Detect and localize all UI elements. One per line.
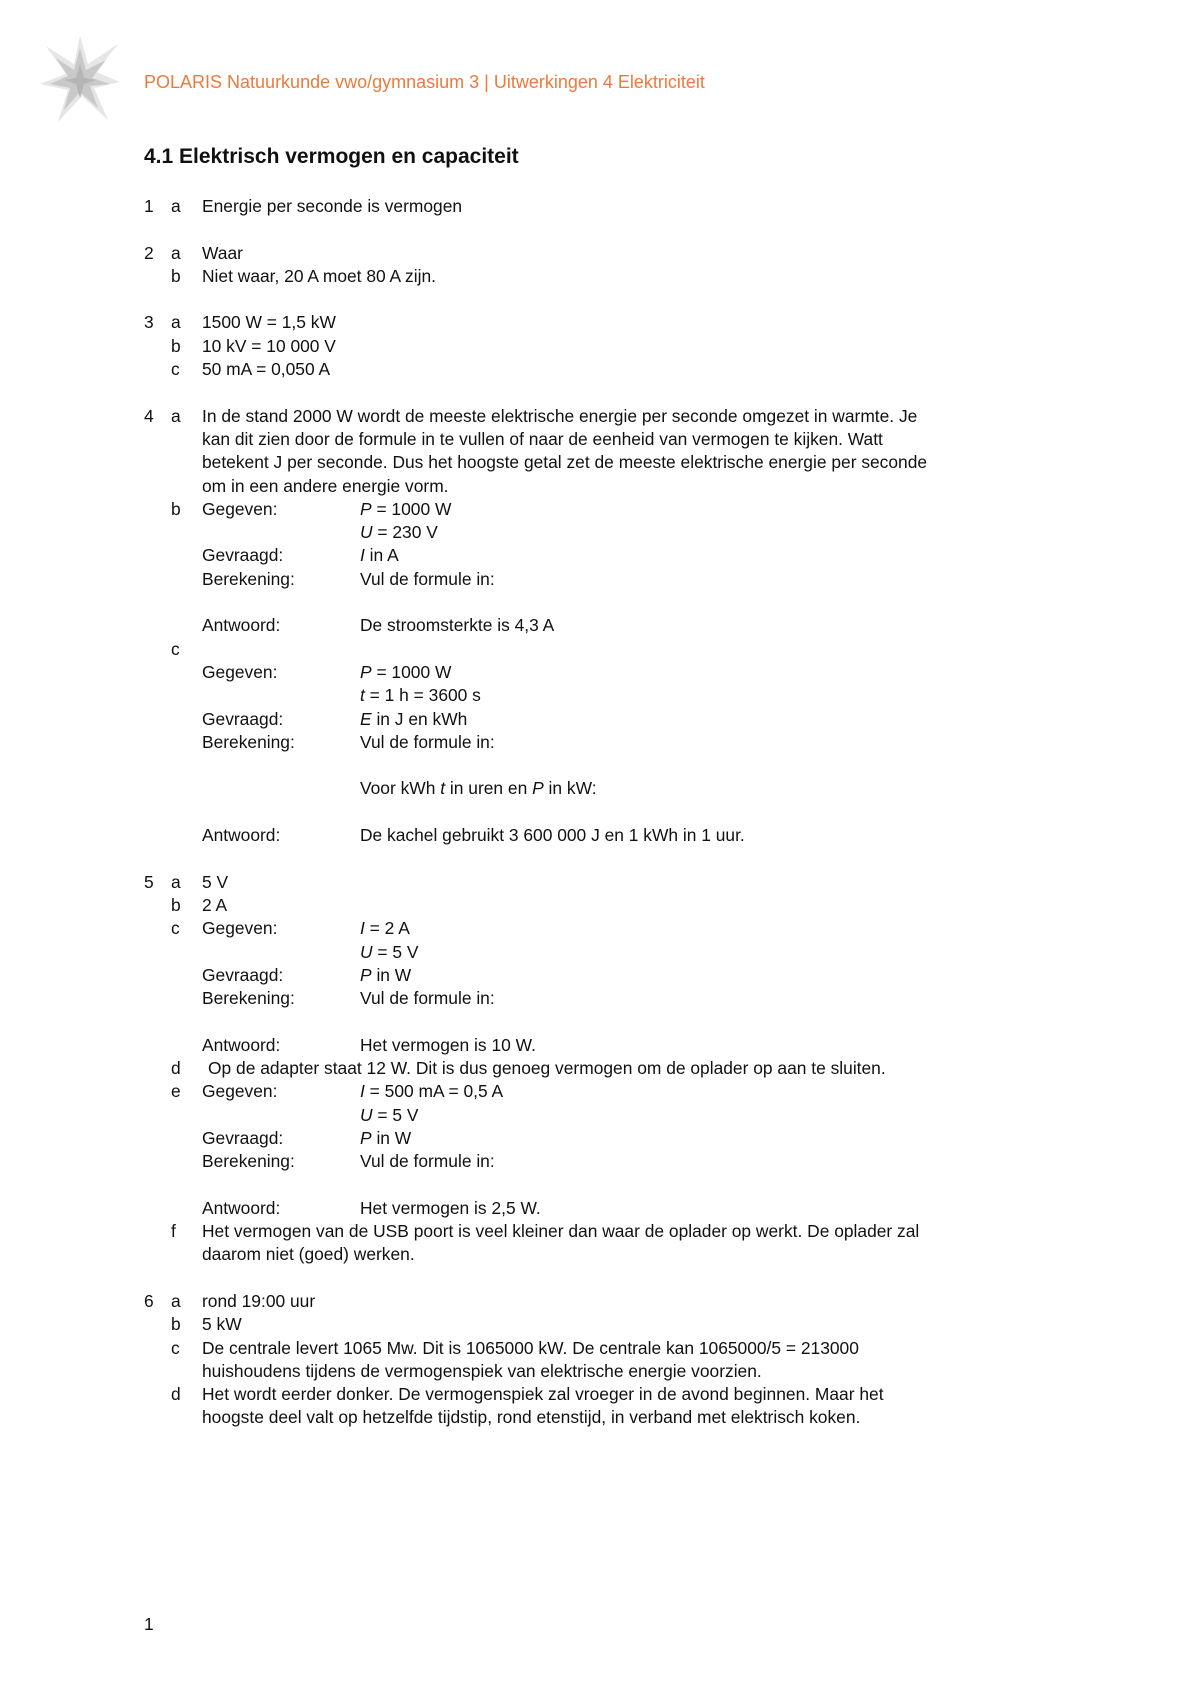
part-letter: a bbox=[171, 405, 181, 426]
answer-5f-line-1 bbox=[144, 1220, 1094, 1243]
answer-4b-gegeven-2 bbox=[144, 521, 1094, 544]
part-letter: c bbox=[171, 638, 180, 659]
answer-5a bbox=[144, 871, 1094, 894]
answer-5c-antwoord bbox=[144, 1034, 1094, 1057]
quantity-symbol: U bbox=[360, 941, 373, 962]
answer-text: De centrale levert 1065 Mw. Dit is 1065000 kW. De centrale kan 1065000/5 = 213000 bbox=[202, 1337, 859, 1358]
answer-4b-gegeven-1 bbox=[144, 498, 1094, 521]
gegeven-label: Gegeven: bbox=[202, 498, 278, 519]
answer-text: rond 19:00 uur bbox=[202, 1290, 316, 1311]
document-header: POLARIS Natuurkunde vwo/gymnasium 3 | Uitwerkingen 4 Elektriciteit bbox=[144, 72, 705, 92]
berekening-label: Berekening: bbox=[202, 988, 295, 1009]
gegeven-label: Gegeven: bbox=[202, 661, 278, 682]
part-letter: a bbox=[171, 312, 181, 333]
answer-4b-antwoord bbox=[144, 614, 1094, 637]
quantity-value: = 230 V bbox=[372, 522, 438, 543]
berekening-text: Vul de formule in: bbox=[360, 1151, 495, 1172]
gevraagd-label: Gevraagd: bbox=[202, 964, 284, 985]
kwh-note-text: in uren en bbox=[445, 778, 533, 799]
answer-5f-line-2 bbox=[144, 1243, 1094, 1266]
answer-6c-line-1 bbox=[144, 1337, 1094, 1360]
quantity-value: in J en kWh bbox=[371, 708, 468, 729]
berekening-text: Vul de formule in: bbox=[360, 568, 495, 589]
part-letter: b bbox=[171, 265, 181, 286]
answer-5e-berekening bbox=[144, 1150, 1094, 1173]
quantity-symbol: U bbox=[360, 1104, 373, 1125]
answer-4a-line-4 bbox=[144, 475, 1094, 498]
answer-text: 5 kW bbox=[202, 1314, 242, 1335]
quantity-symbol: I bbox=[360, 545, 365, 566]
part-letter: c bbox=[171, 918, 180, 939]
answer-3b bbox=[144, 335, 1094, 358]
part-letter: b bbox=[171, 894, 181, 915]
question-number: 6 bbox=[144, 1290, 154, 1311]
answer-text: Het wordt eerder donker. De vermogenspiek zal vroeger in de avond beginnen. Maar het bbox=[202, 1384, 884, 1405]
quantity-value: = 1000 W bbox=[371, 661, 452, 682]
answer-4a-line-2 bbox=[144, 428, 1094, 451]
answer-text: huishoudens tijdens de vermogenspiek van elektrische energie voorzien. bbox=[202, 1360, 762, 1381]
answer-2b bbox=[144, 265, 1094, 288]
quantity-symbol: P bbox=[360, 661, 372, 682]
page-number: 1 bbox=[144, 1614, 154, 1634]
answer-text: hoogste deel valt op hetzelfde tijdstip, rond etenstijd, in verband met elektrisch koken. bbox=[202, 1407, 861, 1428]
quantity-symbol: P bbox=[360, 1127, 372, 1148]
answer-text: 1500 W = 1,5 kW bbox=[202, 312, 336, 333]
polaris-star-logo-icon bbox=[38, 34, 122, 124]
gegeven-label: Gegeven: bbox=[202, 918, 278, 939]
quantity-symbol: I bbox=[360, 918, 365, 939]
answer-4b-berekening bbox=[144, 568, 1094, 591]
answer-4c-kwh-note bbox=[144, 777, 1094, 800]
answer-5c-berekening bbox=[144, 987, 1094, 1010]
part-letter: e bbox=[171, 1081, 181, 1102]
part-letter: d bbox=[171, 1057, 181, 1078]
berekening-text: Vul de formule in: bbox=[360, 988, 495, 1009]
quantity-value: = 5 V bbox=[372, 941, 419, 962]
quantity-symbol: P bbox=[532, 778, 544, 799]
answer-5c-gegeven-1 bbox=[144, 917, 1094, 940]
part-letter: c bbox=[171, 359, 180, 380]
answer-3c bbox=[144, 358, 1094, 381]
quantity-value: in A bbox=[364, 545, 399, 566]
answer-1a bbox=[144, 195, 1094, 218]
answer-4c-letter bbox=[144, 638, 1094, 661]
berekening-label: Berekening: bbox=[202, 731, 295, 752]
part-letter: a bbox=[171, 871, 181, 892]
quantity-value: = 2 A bbox=[364, 918, 410, 939]
answer-4a-line-1 bbox=[144, 405, 1094, 428]
answer-5c-gegeven-2 bbox=[144, 941, 1094, 964]
quantity-value: = 5 V bbox=[372, 1104, 419, 1125]
answer-text: 5 V bbox=[202, 871, 229, 892]
part-letter: b bbox=[171, 498, 181, 519]
part-letter: b bbox=[171, 1314, 181, 1335]
answer-text: In de stand 2000 W wordt de meeste elektrische energie per seconde omgezet in warmte. Je bbox=[202, 405, 918, 426]
answer-text: kan dit zien door de formule in te vullen of naar de eenheid van vermogen te kijken. Watt bbox=[202, 428, 883, 449]
answer-6a bbox=[144, 1290, 1094, 1313]
quantity-symbol: t bbox=[440, 778, 446, 799]
answer-text: Het vermogen van de USB poort is veel kleiner dan waar de oplader op werkt. De oplader zal bbox=[202, 1221, 920, 1242]
quantity-value: in W bbox=[371, 1127, 412, 1148]
answer-5e-antwoord bbox=[144, 1197, 1094, 1220]
answer-4b-gevraagd bbox=[144, 544, 1094, 567]
answer-6d-line-1 bbox=[144, 1383, 1094, 1406]
answer-5c-gevraagd bbox=[144, 964, 1094, 987]
answer-3a bbox=[144, 311, 1094, 334]
answer-5e-gevraagd bbox=[144, 1127, 1094, 1150]
answer-5b bbox=[144, 894, 1094, 917]
answer-6d-line-2 bbox=[144, 1406, 1094, 1429]
answer-text: betekent J per seconde. Dus het hoogste getal zet de meeste elektrische energie per seconde bbox=[202, 452, 928, 473]
quantity-value: = 1000 W bbox=[371, 498, 452, 519]
part-letter: c bbox=[171, 1337, 180, 1358]
answer-4c-antwoord bbox=[144, 824, 1094, 847]
quantity-symbol: P bbox=[360, 498, 372, 519]
answer-text: Waar bbox=[202, 242, 243, 263]
gegeven-label: Gegeven: bbox=[202, 1081, 278, 1102]
answer-5e-gegeven-1 bbox=[144, 1080, 1094, 1103]
question-number: 4 bbox=[144, 405, 154, 426]
answer-4c-gegeven-2 bbox=[144, 684, 1094, 707]
answer-5d bbox=[144, 1057, 1094, 1080]
question-number: 3 bbox=[144, 312, 154, 333]
quantity-symbol: E bbox=[360, 708, 372, 729]
quantity-symbol: P bbox=[360, 964, 372, 985]
answer-text: Energie per seconde is vermogen bbox=[202, 196, 463, 216]
answer-text: 2 A bbox=[202, 894, 228, 915]
part-letter: a bbox=[171, 196, 181, 216]
antwoord-text: De stroomsterkte is 4,3 A bbox=[360, 615, 555, 636]
kwh-note-text: in kW: bbox=[543, 778, 597, 799]
answer-4a-line-3 bbox=[144, 451, 1094, 474]
berekening-label: Berekening: bbox=[202, 1151, 295, 1172]
kwh-note-text: Voor kWh bbox=[360, 778, 441, 799]
antwoord-label: Antwoord: bbox=[202, 825, 281, 846]
answer-5e-gegeven-2 bbox=[144, 1104, 1094, 1127]
answer-2a bbox=[144, 242, 1094, 265]
answer-text: Op de adapter staat 12 W. Dit is dus genoeg vermogen om de oplader op aan te sluiten. bbox=[208, 1057, 886, 1078]
answer-4c-gegeven-1 bbox=[144, 661, 1094, 684]
gevraagd-label: Gevraagd: bbox=[202, 545, 284, 566]
antwoord-label: Antwoord: bbox=[202, 1034, 281, 1055]
answer-text: om in een andere energie vorm. bbox=[202, 475, 449, 496]
antwoord-label: Antwoord: bbox=[202, 615, 281, 636]
antwoord-text: De kachel gebruikt 3 600 000 J en 1 kWh in 1 uur. bbox=[360, 825, 745, 846]
answer-4c-berekening bbox=[144, 731, 1094, 754]
part-letter: d bbox=[171, 1384, 181, 1405]
antwoord-label: Antwoord: bbox=[202, 1197, 281, 1218]
quantity-symbol: t bbox=[360, 685, 365, 706]
answer-4c-gevraagd bbox=[144, 708, 1094, 731]
answer-text: 50 mA = 0,050 A bbox=[202, 359, 331, 380]
quantity-value: = 500 mA = 0,5 A bbox=[364, 1081, 504, 1102]
answer-text: daarom niet (goed) werken. bbox=[202, 1244, 415, 1265]
antwoord-text: Het vermogen is 10 W. bbox=[360, 1034, 536, 1055]
part-letter: b bbox=[171, 335, 181, 356]
quantity-symbol: I bbox=[360, 1081, 365, 1102]
question-number: 2 bbox=[144, 242, 154, 263]
answer-6c-line-2 bbox=[144, 1360, 1094, 1383]
gevraagd-label: Gevraagd: bbox=[202, 1127, 284, 1148]
answers-content bbox=[144, 195, 1094, 1430]
part-letter: f bbox=[171, 1221, 176, 1242]
berekening-text: Vul de formule in: bbox=[360, 731, 495, 752]
quantity-value: = 1 h = 3600 s bbox=[364, 685, 481, 706]
answer-text: Niet waar, 20 A moet 80 A zijn. bbox=[202, 265, 436, 286]
antwoord-text: Het vermogen is 2,5 W. bbox=[360, 1197, 541, 1218]
gevraagd-label: Gevraagd: bbox=[202, 708, 284, 729]
part-letter: a bbox=[171, 242, 181, 263]
quantity-symbol: U bbox=[360, 522, 373, 543]
berekening-label: Berekening: bbox=[202, 568, 295, 589]
question-number: 5 bbox=[144, 871, 154, 892]
part-letter: a bbox=[171, 1290, 181, 1311]
answer-text: 10 kV = 10 000 V bbox=[202, 335, 336, 356]
answer-6b bbox=[144, 1313, 1094, 1336]
question-number: 1 bbox=[144, 196, 154, 216]
quantity-value: in W bbox=[371, 964, 412, 985]
section-title: 4.1 Elektrisch vermogen en capaciteit bbox=[144, 145, 519, 168]
